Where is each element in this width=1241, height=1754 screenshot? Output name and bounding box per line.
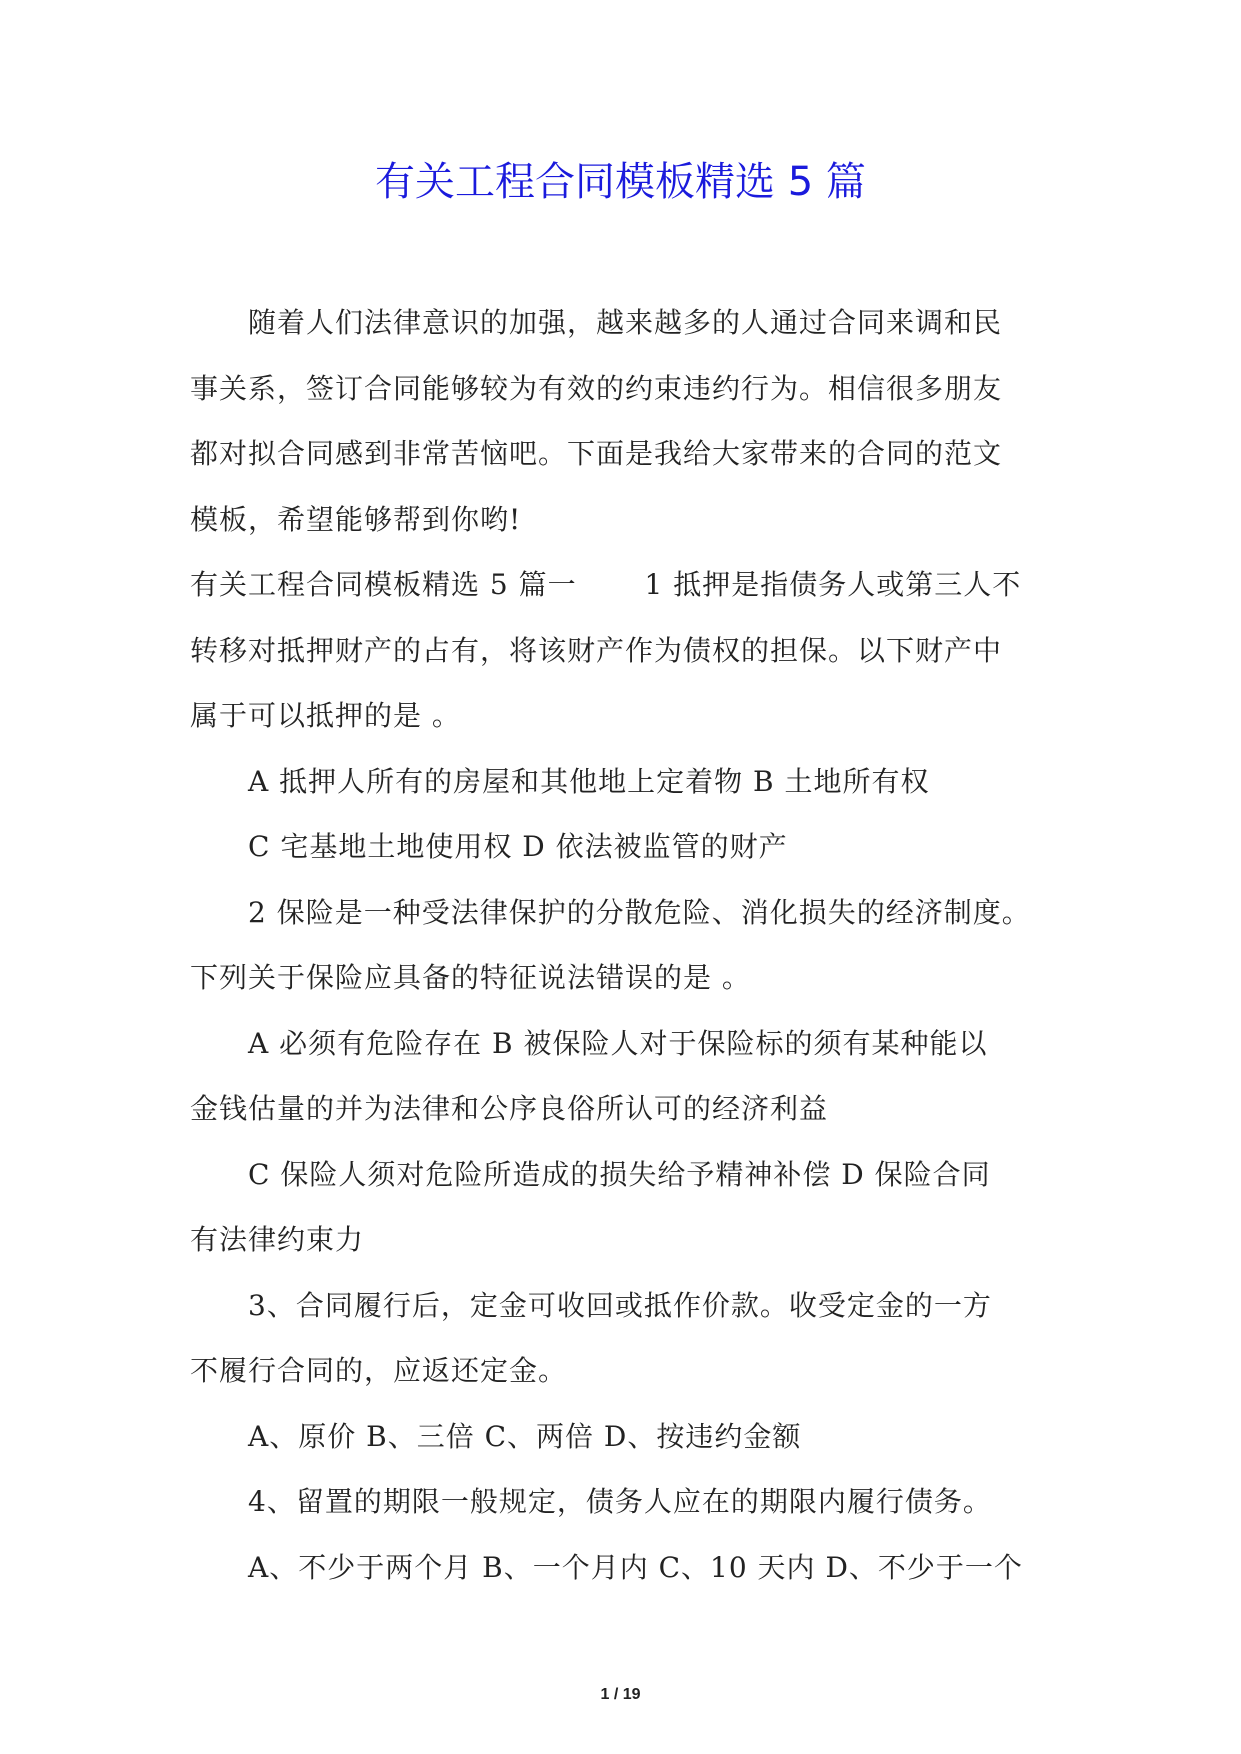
paragraph-line: 转移对抵押财产的占有，将该财产作为债权的担保。以下财产中 <box>190 633 1003 667</box>
page-number: 1 / 19 <box>600 1686 641 1703</box>
document-title: 有关工程合同模板精选 5 篇 <box>375 159 866 205</box>
paragraph-line: 有法律约束力 <box>190 1223 365 1256</box>
paragraph-line: C 保险人须对危险所造成的损失给予精神补偿 D 保险合同 <box>248 1157 991 1191</box>
paragraph-line: 都对拟合同感到非常苦恼吧。下面是我给大家带来的合同的范文 <box>190 437 1003 470</box>
paragraph-line: A、不少于两个月 B、一个月内 C、10 天内 D、不少于一个 <box>248 1550 1023 1584</box>
paragraph-line: 4、留置的期限一般规定，债务人应在的期限内履行债务。 <box>248 1485 992 1518</box>
paragraph-line: 模板，希望能够帮到你哟! <box>190 502 522 536</box>
document-body <box>190 290 1052 1600</box>
paragraph-line: 2 保险是一种受法律保护的分散危险、消化损失的经济制度。 <box>248 895 1031 929</box>
paragraph-line: 下列关于保险应具备的特征说法错误的是 。 <box>190 961 751 994</box>
paragraph-line: 不履行合同的，应返还定金。 <box>190 1354 568 1387</box>
paragraph-line: 有关工程合同模板精选 5 篇一 1 抵押是指债务人或第三人不 <box>190 568 1022 601</box>
paragraph-line: 金钱估量的并为法律和公序良俗所认可的经济利益 <box>190 1092 829 1125</box>
paragraph-line: C 宅基地土地使用权 D 依法被监管的财产 <box>248 830 788 863</box>
paragraph-line: A 必须有危险存在 B 被保险人对于保险标的须有某种能以 <box>248 1026 988 1060</box>
paragraph-line: 随着人们法律意识的加强，越来越多的人通过合同来调和民 <box>248 306 1003 339</box>
paragraph-line: A 抵押人所有的房屋和其他地上定着物 B 土地所有权 <box>248 764 930 798</box>
paragraph-line: 属于可以抵押的是 。 <box>190 699 461 732</box>
paragraph-line: 事关系，签订合同能够较为有效的约束违约行为。相信很多朋友 <box>190 371 1003 405</box>
paragraph-line: A、原价 B、三倍 C、两倍 D、按违约金额 <box>248 1419 802 1453</box>
paragraph-line: 3、合同履行后，定金可收回或抵作价款。收受定金的一方 <box>248 1288 992 1322</box>
